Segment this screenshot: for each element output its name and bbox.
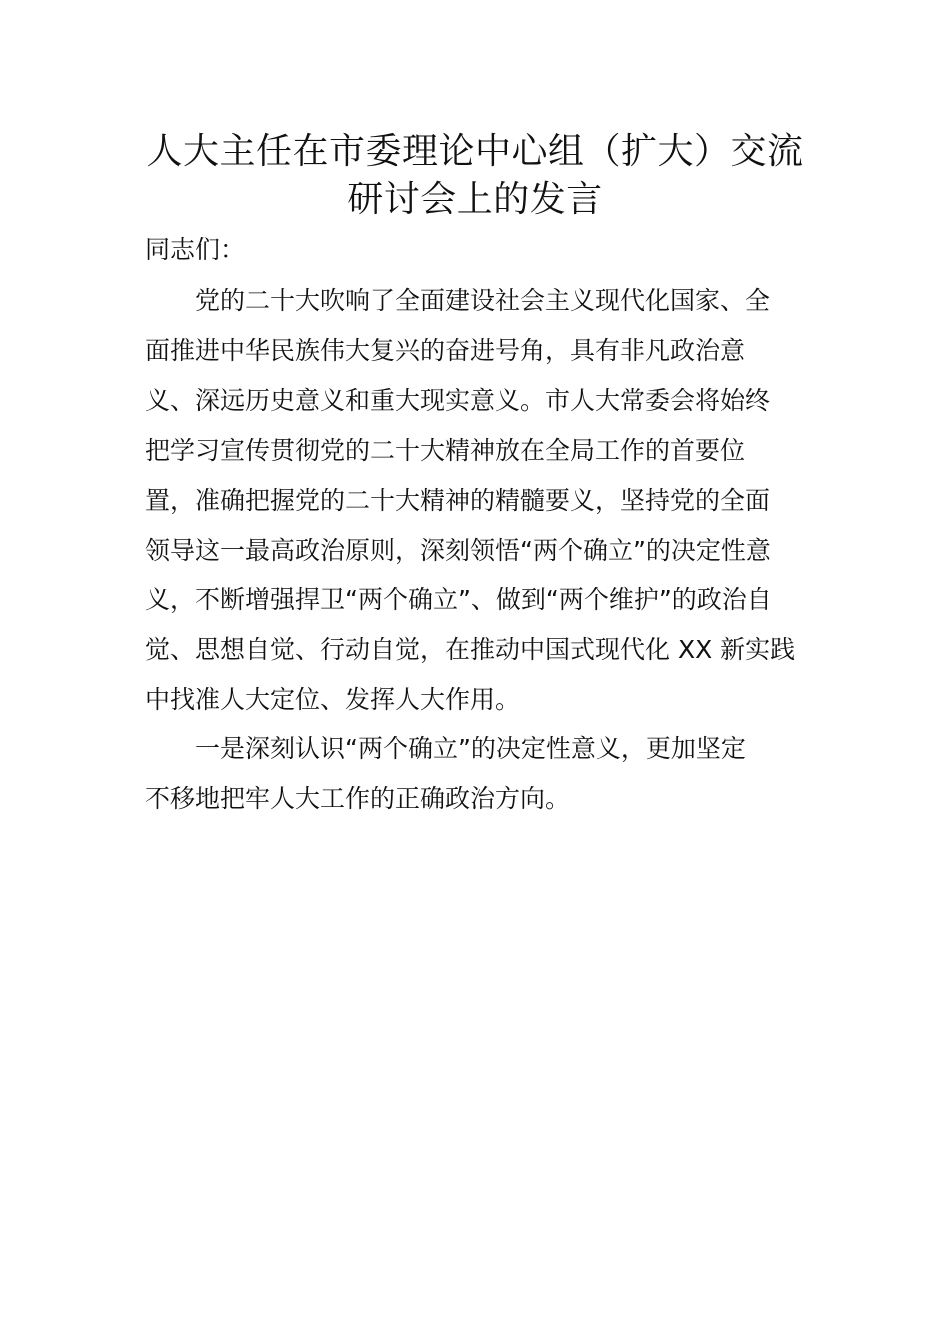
paragraph-line: 义，不断增强捍卫“两个确立”、做到“两个维护”的政治自 (145, 585, 772, 615)
paragraph-line: 中找准人大定位、发挥人大作用。 (145, 685, 521, 715)
paragraph-line: 一是深刻认识“两个确立”的决定性意义，更加坚定 (145, 734, 746, 763)
title-line-2: 研讨会上的发言 (347, 179, 603, 220)
paragraph-line: 义、深远历史意义和重大现实意义。市人大常委会将始终 (145, 385, 771, 415)
title-line-1: 人大主任在市委理论中心组（扩大）交流 (146, 131, 804, 172)
paragraph-line: 党的二十大吹响了全面建设社会主义现代化国家、全 (145, 286, 771, 315)
paragraph-2 (145, 724, 810, 824)
paragraph-line: 面推进中华民族伟大复兴的奋进号角，具有非凡政治意 (145, 335, 746, 365)
paragraph-line: 觉、思想自觉、行动自觉，在推动中国式现代化 XX 新实践 (145, 635, 796, 665)
salutation: 同志们： (145, 235, 246, 264)
document-title (140, 128, 810, 224)
paragraph-line: 领导这一最高政治原则，深刻领悟“两个确立”的决定性意 (145, 535, 771, 565)
paragraph-1 (145, 276, 810, 725)
paragraph-line: 置，准确把握党的二十大精神的精髓要义，坚持党的全面 (145, 485, 771, 515)
paragraph-line: 把学习宣传贯彻党的二十大精神放在全局工作的首要位 (145, 435, 746, 465)
paragraph-line: 不移地把牢人大工作的正确政治方向。 (145, 783, 571, 813)
